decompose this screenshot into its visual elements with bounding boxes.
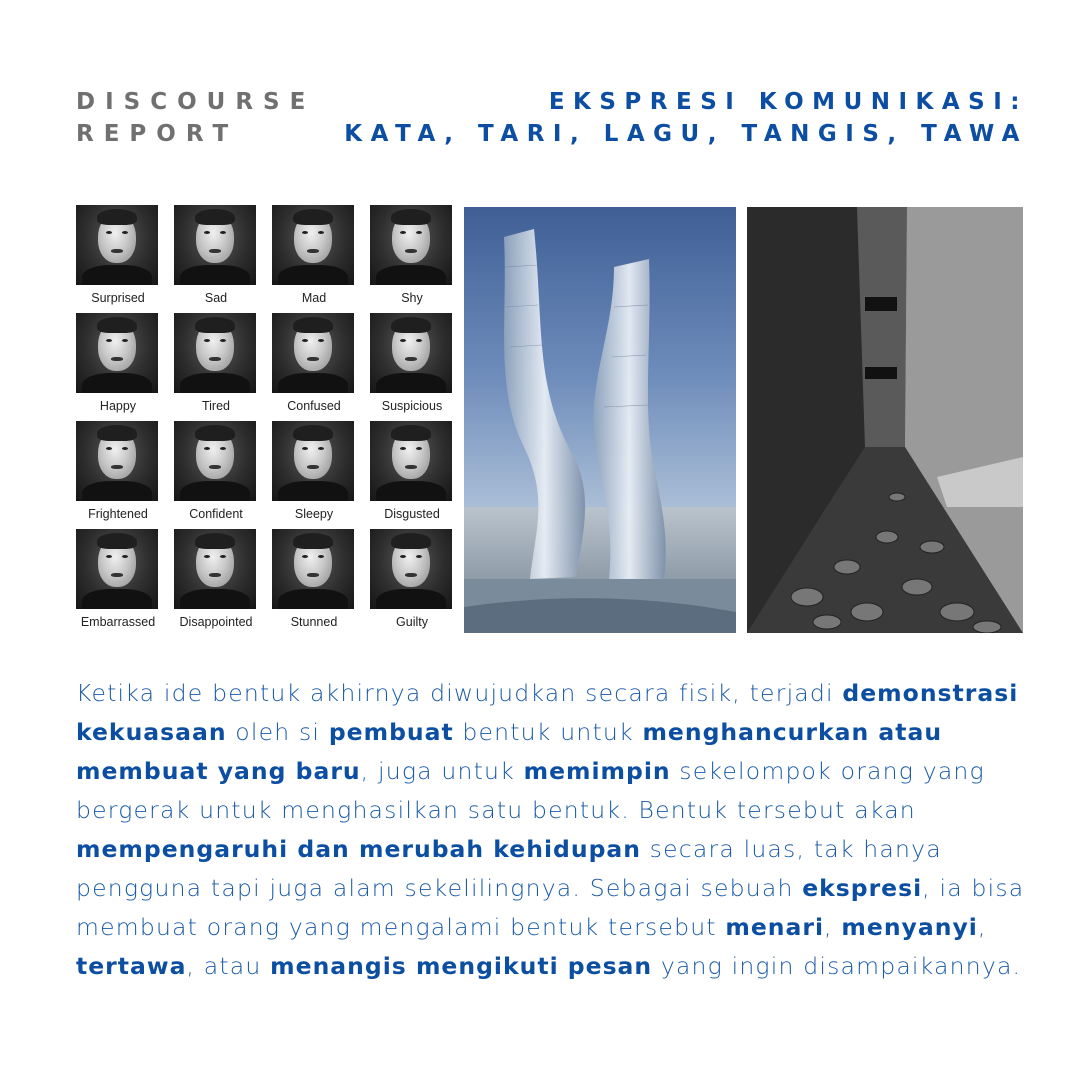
emphasis-text: menyanyi bbox=[841, 913, 978, 941]
face-cell bbox=[366, 205, 458, 313]
face-label: Suspicious bbox=[381, 399, 443, 413]
body-text-segment: , atau bbox=[186, 952, 271, 980]
emphasis-text: menangis mengikuti pesan bbox=[270, 952, 653, 980]
twisting-towers-image bbox=[464, 207, 736, 633]
face-label: Sad bbox=[204, 291, 228, 305]
face-cell bbox=[268, 313, 360, 421]
emphasis-text: pembuat bbox=[328, 718, 454, 746]
face-photo bbox=[174, 205, 256, 285]
face-label: Embarrassed bbox=[80, 615, 156, 629]
body-paragraph bbox=[76, 674, 1036, 986]
face-label: Surprised bbox=[91, 291, 145, 305]
header-report: REPORT bbox=[76, 121, 239, 147]
body-text-segment: , juga untuk bbox=[360, 757, 524, 785]
face-label: Confident bbox=[189, 507, 243, 521]
header-discourse: DISCOURSE bbox=[76, 89, 316, 115]
face-label: Shy bbox=[401, 291, 423, 305]
face-label: Confused bbox=[287, 399, 341, 413]
face-photo bbox=[174, 529, 256, 609]
face-cell bbox=[170, 421, 262, 529]
face-photo bbox=[370, 421, 452, 501]
face-cell bbox=[268, 205, 360, 313]
face-label: Tired bbox=[201, 399, 230, 413]
header-left bbox=[76, 86, 315, 150]
face-cell bbox=[72, 205, 164, 313]
emphasis-text: demonstrasi kekuasaan bbox=[76, 679, 1019, 746]
face-photo bbox=[272, 529, 354, 609]
face-cell bbox=[72, 529, 164, 637]
emphasis-text: menari bbox=[725, 913, 825, 941]
face-label: Sleepy bbox=[294, 507, 334, 521]
face-label: Mad bbox=[301, 291, 327, 305]
face-photo bbox=[370, 205, 452, 285]
face-cell bbox=[268, 529, 360, 637]
face-photo bbox=[174, 421, 256, 501]
emphasis-text: menghancurkan atau membuat yang baru bbox=[76, 718, 943, 785]
face-label: Disappointed bbox=[179, 615, 253, 629]
body-text-segment: , bbox=[824, 913, 842, 941]
emphasis-text: mempengaruhi dan merubah kehidupan bbox=[76, 835, 641, 863]
face-cell bbox=[170, 313, 262, 421]
title-line-2: KATA, TARI, LAGU, TANGIS, TAWA bbox=[344, 121, 1028, 147]
body-text-segment: , ia bisa membuat orang yang mengalami bentuk tersebut bbox=[76, 874, 1025, 941]
face-label: Guilty bbox=[396, 615, 428, 629]
body-text-segment: Ketika ide bentuk akhirnya diwujudkan secara fisik, terjadi bbox=[76, 679, 843, 707]
page-title bbox=[344, 86, 1028, 150]
face-photo bbox=[272, 421, 354, 501]
body-text-segment: secara luas, tak hanya pengguna tapi juga alam sekelilingnya. Sebagai sebuah bbox=[76, 835, 942, 902]
emphasis-text: ekspresi bbox=[802, 874, 923, 902]
face-cell bbox=[366, 421, 458, 529]
body-text-segment: sekelompok orang yang bergerak untuk menghasilkan satu bentuk. Bentuk tersebut akan bbox=[76, 757, 985, 824]
body-text-segment: , bbox=[977, 913, 987, 941]
facial-expressions-grid bbox=[72, 205, 460, 635]
body-text-segment: oleh si bbox=[226, 718, 329, 746]
face-label: Disgusted bbox=[384, 507, 440, 521]
body-text-segment: bentuk untuk bbox=[453, 718, 643, 746]
face-photo bbox=[76, 313, 158, 393]
face-photo bbox=[272, 205, 354, 285]
title-line-1: EKSPRESI KOMUNIKASI: bbox=[548, 89, 1028, 115]
body-text-segment: yang ingin disampaikannya. bbox=[652, 952, 1022, 980]
face-label: Frightened bbox=[88, 507, 148, 521]
face-photo bbox=[76, 421, 158, 501]
face-cell bbox=[72, 313, 164, 421]
face-photo bbox=[174, 313, 256, 393]
face-cell bbox=[366, 313, 458, 421]
face-cell bbox=[170, 205, 262, 313]
face-cell bbox=[170, 529, 262, 637]
face-cell bbox=[268, 421, 360, 529]
face-photo bbox=[272, 313, 354, 393]
face-label: Happy bbox=[99, 399, 137, 413]
emphasis-text: memimpin bbox=[523, 757, 671, 785]
face-cell bbox=[366, 529, 458, 637]
face-label: Stunned bbox=[290, 615, 338, 629]
face-cell bbox=[72, 421, 164, 529]
face-photo bbox=[76, 205, 158, 285]
face-photo bbox=[370, 313, 452, 393]
face-photo bbox=[76, 529, 158, 609]
emphasis-text: tertawa bbox=[76, 952, 187, 980]
memorial-void-image bbox=[747, 207, 1023, 633]
face-photo bbox=[370, 529, 452, 609]
